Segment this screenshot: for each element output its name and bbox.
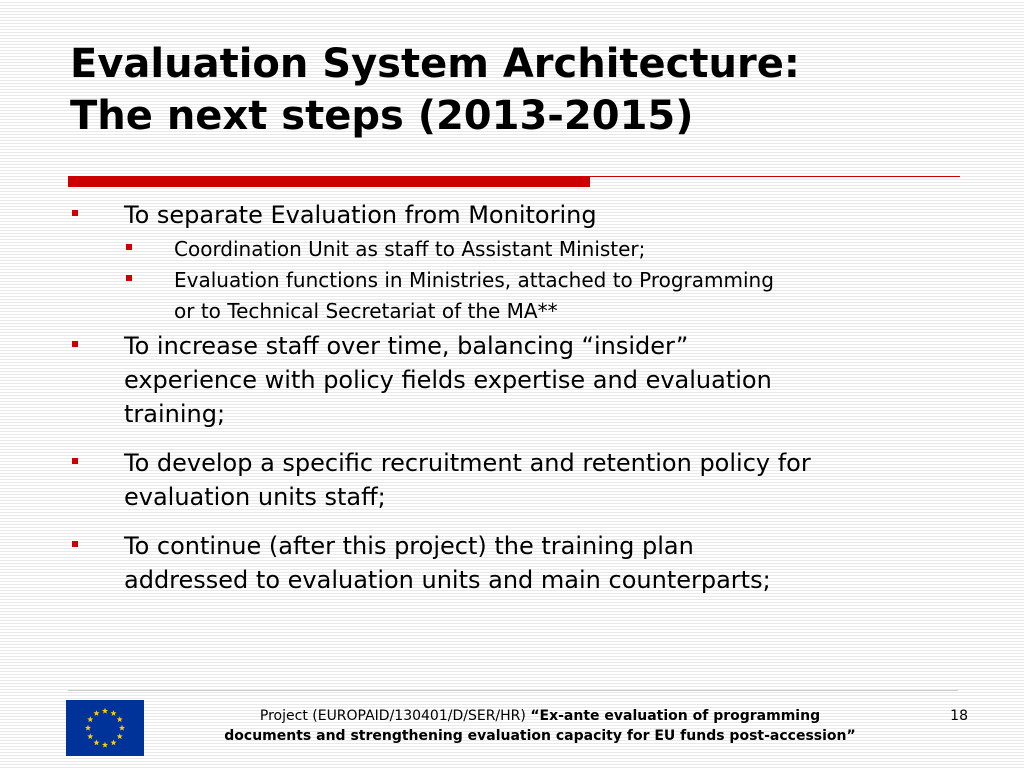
bullet-text: addressed to evaluation units and main counterparts;: [124, 566, 771, 594]
flag-star-icon: [102, 708, 108, 714]
square-bullet-icon: [126, 275, 132, 281]
bullet-text: experience with policy fields expertise and evaluation: [124, 366, 772, 394]
footer-project-text: [150, 706, 930, 746]
bullet-item: [70, 198, 970, 232]
bullet-text: To increase staff over time, balancing “insider”: [124, 332, 689, 360]
footer-divider: [68, 690, 958, 691]
sub-bullet-text: Coordination Unit as staff to Assistant Minister;: [174, 237, 646, 261]
title-underline-bar: [68, 176, 590, 187]
bullet-text: To develop a specific recruitment and retention policy for: [124, 449, 811, 477]
flag-star-icon: [93, 710, 99, 716]
footer-project-title-1: “Ex-ante evaluation of programming: [530, 708, 821, 724]
footer-project-prefix: Project (EUROPAID/130401/D/SER/HR): [259, 708, 531, 724]
flag-star-icon: [93, 740, 99, 746]
flag-star-icon: [119, 725, 125, 731]
bullet-item: [70, 529, 970, 597]
square-bullet-icon: [72, 341, 78, 347]
bullet-item: [70, 329, 970, 431]
bullet-text: training;: [124, 400, 226, 428]
flag-star-icon: [110, 710, 116, 716]
bullet-text: evaluation units staff;: [124, 483, 386, 511]
sub-bullet-text: Evaluation functions in Ministries, attached to Programming: [174, 268, 774, 292]
footer-project-title-2: documents and strengthening evaluation capacity for EU funds post-accession”: [224, 728, 856, 744]
flag-star-icon: [87, 716, 93, 722]
square-bullet-icon: [72, 210, 78, 216]
flag-star-icon: [117, 733, 123, 739]
flag-star-icon: [117, 716, 123, 722]
sub-bullet-item: [70, 234, 970, 265]
flag-star-icon: [87, 733, 93, 739]
title-line-1: Evaluation System Architecture:: [70, 41, 800, 87]
bullet-text: To separate Evaluation from Monitoring: [124, 201, 597, 229]
slide-title: [70, 38, 970, 142]
square-bullet-icon: [126, 244, 132, 250]
bullet-list: [70, 198, 970, 597]
bullet-text: To continue (after this project) the training plan: [124, 532, 694, 560]
flag-star-icon: [110, 740, 116, 746]
bullet-item: [70, 446, 970, 514]
sub-bullet-item: [70, 265, 970, 327]
title-line-2: The next steps (2013-2015): [70, 93, 694, 139]
page-number: 18: [950, 708, 968, 724]
square-bullet-icon: [72, 541, 78, 547]
sub-bullet-text: or to Technical Secretariat of the MA**: [174, 299, 558, 323]
square-bullet-icon: [72, 458, 78, 464]
flag-star-icon: [85, 725, 91, 731]
eu-flag-icon: [66, 700, 144, 756]
flag-star-icon: [102, 742, 108, 748]
title-underline-thin: [590, 176, 960, 177]
